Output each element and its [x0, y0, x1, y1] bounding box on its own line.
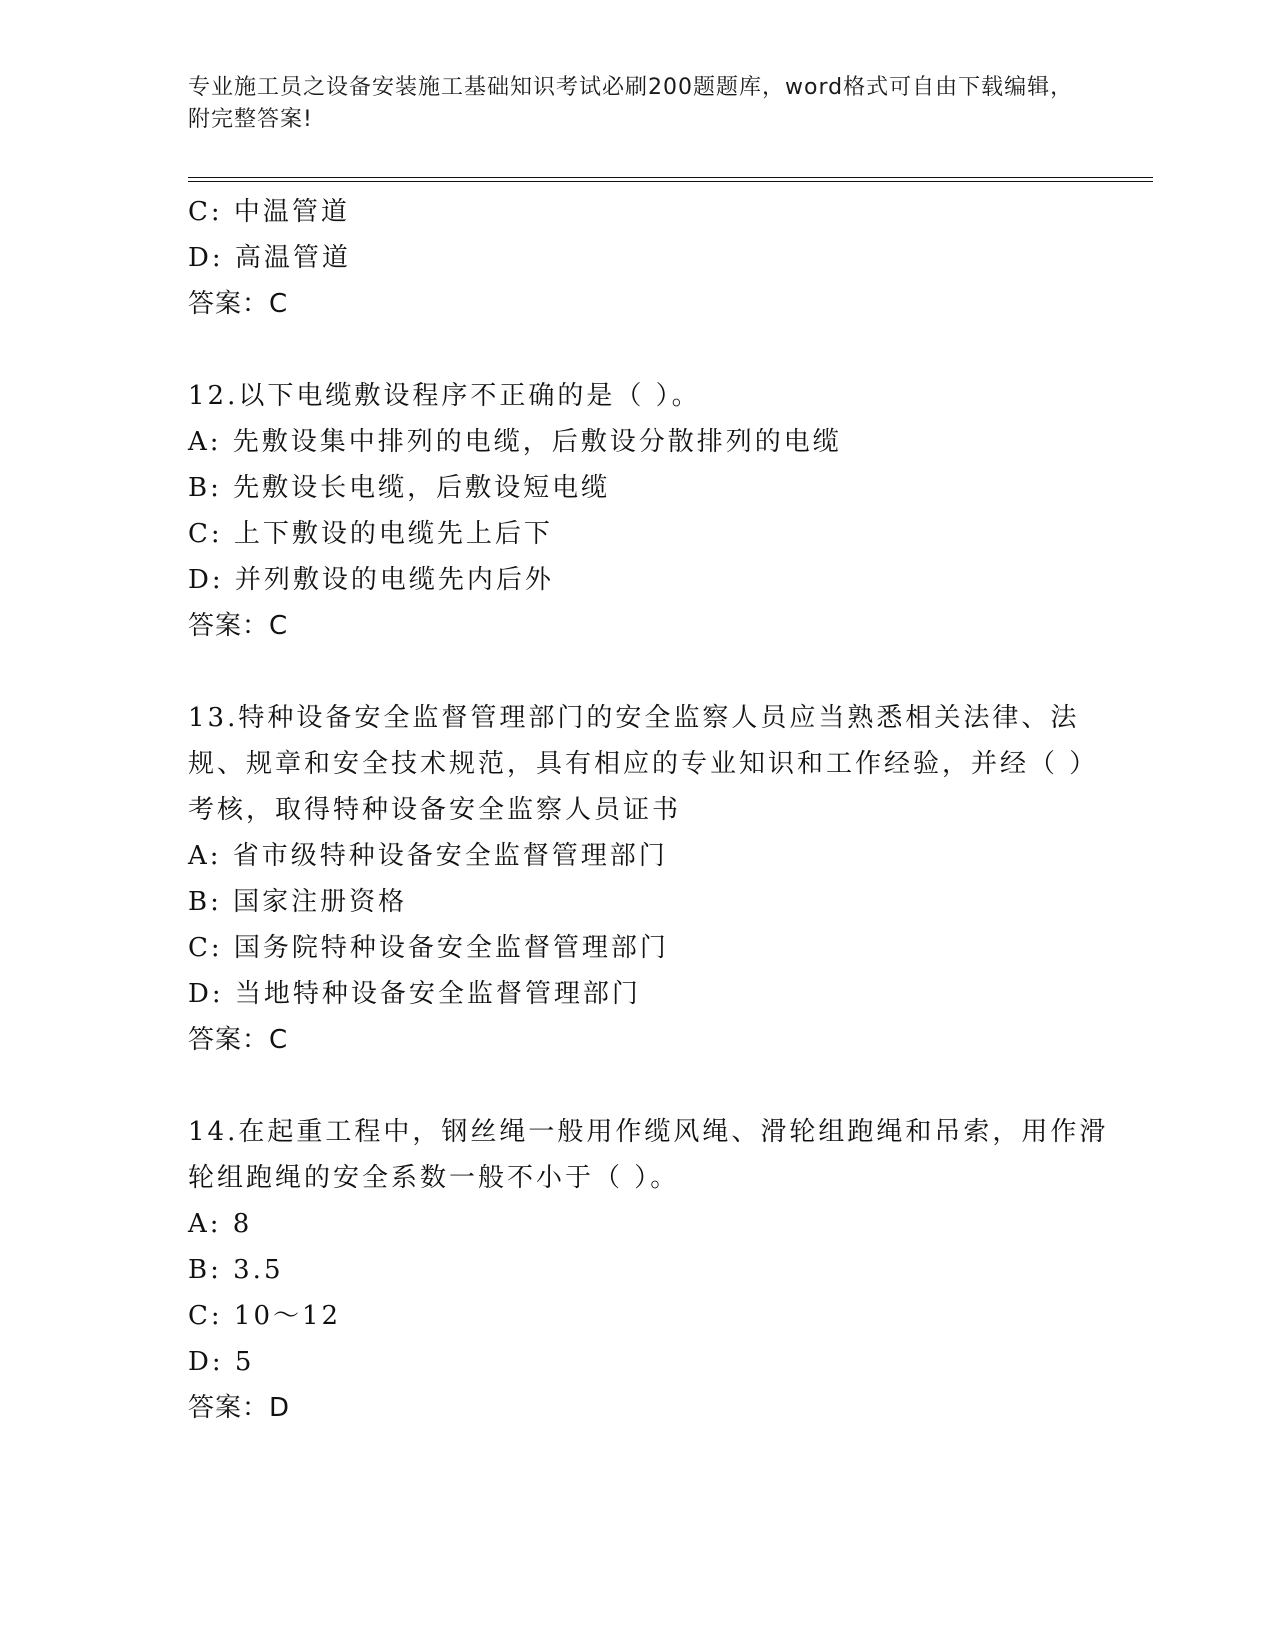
option-d: D: 当地特种设备安全监督管理部门 [188, 979, 641, 1009]
option-c: C: 上下敷设的电缆先上后下 [188, 519, 553, 549]
option-c: C: 中温管道 [188, 197, 350, 227]
page-header-title: 专业施工员之设备安装施工基础知识考试必刷200题题库，word格式可自由下载编辑，附完整答案! [188, 75, 1074, 132]
option-c: C: 国务院特种设备安全监督管理部门 [188, 933, 669, 963]
answer-label: 答案：D [188, 1393, 291, 1423]
option-c: C: 10～12 [188, 1301, 342, 1331]
question-12 [188, 373, 1118, 649]
option-b: B: 3.5 [188, 1255, 284, 1285]
question-list [188, 189, 1118, 1431]
answer-label: 答案：C [188, 289, 289, 319]
question-14 [188, 1109, 1118, 1431]
answer-label: 答案：C [188, 611, 289, 641]
question-13 [188, 695, 1118, 1063]
option-d: D: 5 [188, 1347, 255, 1377]
option-b: B: 国家注册资格 [188, 887, 408, 917]
option-d: D: 并列敷设的电缆先内后外 [188, 565, 554, 595]
question-stem: 13.特种设备安全监督管理部门的安全监察人员应当熟悉相关法律、法规、规章和安全技术规范，具有相应的专业知识和工作经验，并经（ ）考核，取得特种设备安全监察人员证书 [188, 703, 1099, 825]
option-b: B: 先敷设长电缆，后敷设短电缆 [188, 473, 611, 503]
option-d: D: 高温管道 [188, 243, 351, 273]
answer-label: 答案：C [188, 1025, 289, 1055]
question-11-continued [188, 189, 1118, 327]
option-a: A: 8 [188, 1209, 253, 1239]
option-a: A: 先敷设集中排列的电缆，后敷设分散排列的电缆 [188, 427, 842, 457]
question-stem: 12.以下电缆敷设程序不正确的是（ ）。 [188, 381, 701, 411]
option-a: A: 省市级特种设备安全监督管理部门 [188, 841, 668, 871]
question-stem: 14.在起重工程中，钢丝绳一般用作缆风绳、滑轮组跑绳和吊索，用作滑轮组跑绳的安全系数一般不小于（ ）。 [188, 1117, 1109, 1193]
header-divider [188, 177, 1153, 182]
